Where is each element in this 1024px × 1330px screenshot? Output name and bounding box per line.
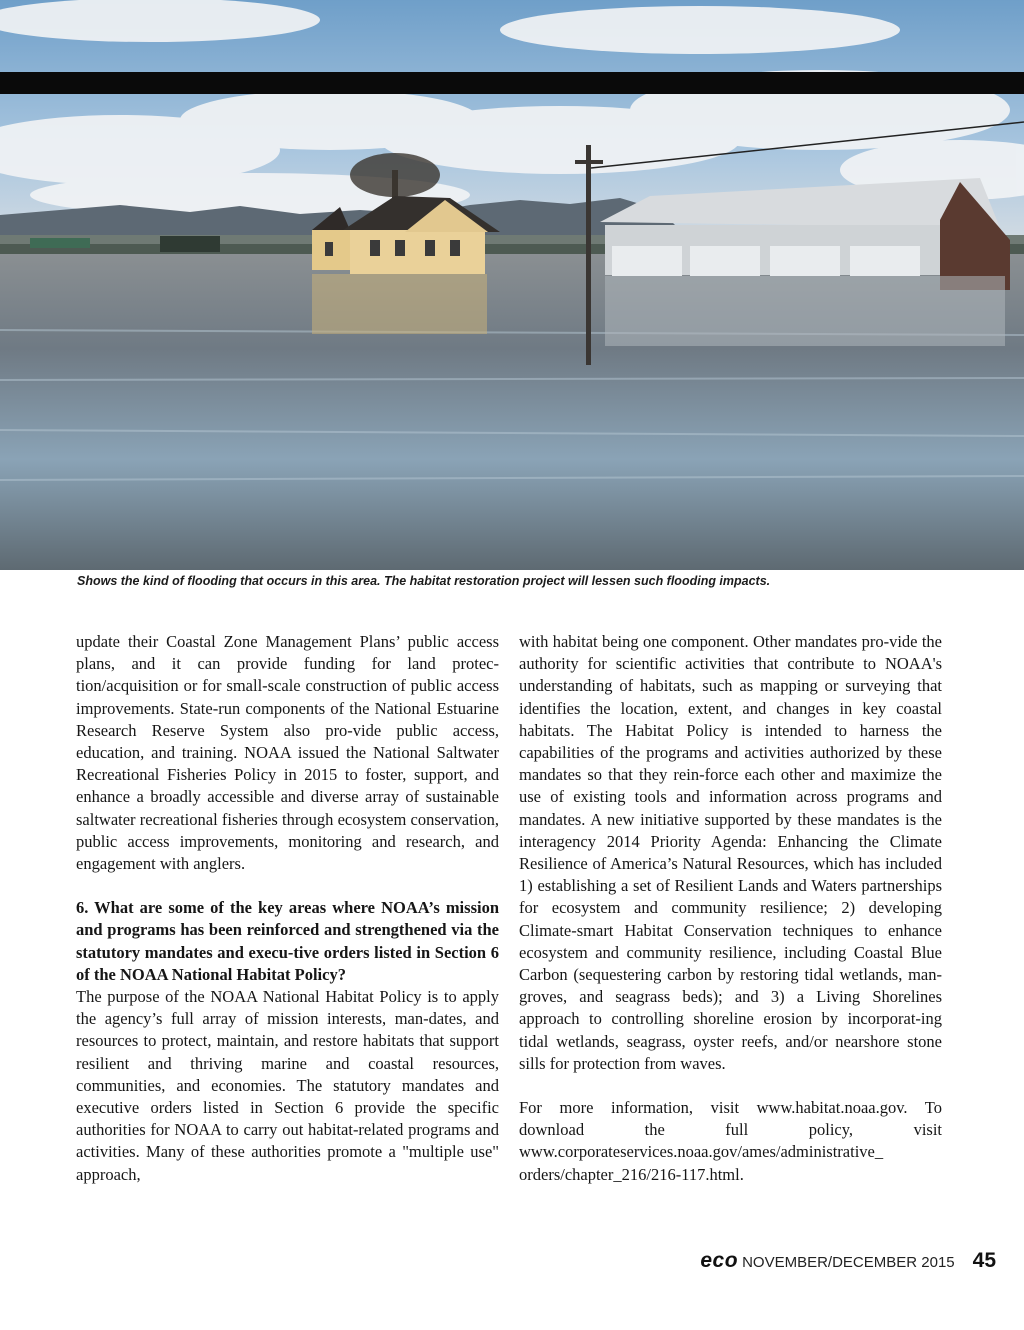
flood-photo: [0, 0, 1024, 570]
page-number: 45: [972, 1249, 996, 1272]
right-paragraph-1: with habitat being one component. Other mandates pro-vide the authority for scientific activities that contribute to NOAA's understanding of habitats, such as mapping or surveying that identifies the location, extent, and changes in key coastal habitats. The Habitat Policy is intended to harness the capabilities of the programs and activities authorized by these mandates so that they rein-force each other and maximize the use of existing tools and information across programs and mandates. A new initiative supported by these mandates is the interagency 2014 Priority Agenda: Enhancing the Climate Resilience of America’s Natural Resources, which has included 1) establishing a set of Resilient Lands and Waters partnerships for ecosystem and community resilience; 2) developing Climate-smart Habitat Conservation techniques to enhance ecosystem and community resilience, including Coastal Blue Carbon (sequestering carbon by restoring tidal wetlands, man-groves, and seagrass beds); and 3) a Living Shorelines approach to controlling shoreline erosion by incorporat-ing tidal wetlands, seagrass, oyster reefs, and/or nearshore stone sills for protection from waves.: [519, 632, 942, 1073]
question-6-heading: 6. What are some of the key areas where NOAA’s mission and programs has been reinforced and strengthened via the statutory mandates and execu-tive orders listed in Section 6 of the NOAA National Habitat Policy?: [76, 898, 499, 984]
article-left-column: [76, 631, 499, 1186]
article-right-column: [519, 631, 942, 1186]
page-footer: [700, 1249, 996, 1273]
left-paragraph-1: update their Coastal Zone Management Plans’ public access plans, and it can provide funding for land protec-tion/acquisition or for small-scale construction of public access improvements. State-run components of the National Estuarine Research Reserve System also pro-vide public access, education, and training. NOAA issued the National Saltwater Recreational Fisheries Policy in 2015 to foster, support, and enhance a broadly accessible and diverse array of sustainable saltwater recreational fisheries through ecosystem conservation, public access improvements, monitoring and research, and engagement with anglers.: [76, 632, 499, 874]
issue-date: NOVEMBER/DECEMBER 2015: [742, 1254, 955, 1271]
photo-caption: Shows the kind of flooding that occurs in this area. The habitat restoration project will lessen such flooding impacts.: [77, 574, 771, 588]
magazine-brand: eco: [700, 1249, 739, 1272]
right-paragraph-2: For more information, visit www.habitat.noaa.gov. To download the full policy, visit www.corporateservices.noaa.gov/ames/administrative_ orders/chapter_216/216-117.html.: [519, 1098, 942, 1184]
left-paragraph-2: The purpose of the NOAA National Habitat Policy is to apply the agency’s full array of mission interests, man-dates, and resources to protect, maintain, and restore habitats that support resilient and thriving marine and coastal resources, communities, and economies. The statutory mandates and executive orders listed in Section 6 provide the specific authorities for NOAA to carry out habitat-related programs and activities. Many of these authorities promote a "multiple use" approach,: [76, 987, 499, 1184]
flood-photo-icon: [0, 0, 1024, 570]
